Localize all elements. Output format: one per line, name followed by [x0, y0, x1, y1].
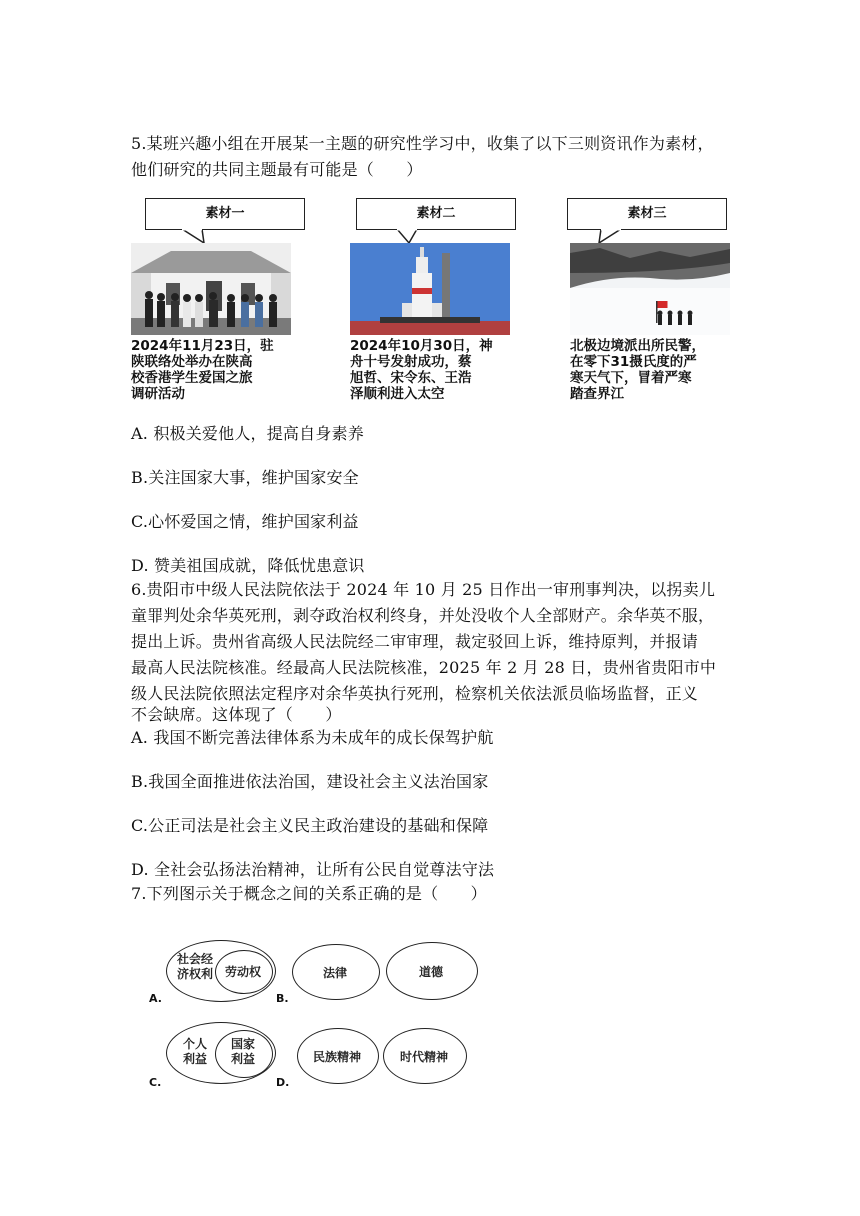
q5-option-a[interactable]: A. 积极关爱他人，提高自身素养: [131, 424, 364, 443]
diagram-b-right-ellipse: [386, 942, 478, 1000]
material-3-label: 素材三: [567, 198, 727, 230]
diagram-b-right-label: 道德: [418, 965, 443, 979]
diagram-a-inner-label: 劳动权: [224, 965, 261, 979]
material-1-label: 素材一: [145, 198, 305, 230]
diagram-d-left-ellipse: [297, 1028, 379, 1084]
diagram-a-outer-label: 社会经 济权利: [176, 952, 213, 981]
q5-stem-line2: 他们研究的共同主题最有可能是（ ）: [131, 160, 423, 179]
diagram-d-left-label: 民族精神: [312, 1050, 361, 1064]
q6-option-a[interactable]: A. 我国不断完善法律体系为未成年的成长保驾护航: [131, 728, 494, 747]
diagram-c-outer-label: 个人 利益: [182, 1037, 207, 1066]
material-3-caption: 北极边境派出所民警， 在零下31摄氏度的严 寒天气下，冒着严寒 踏查界江: [570, 338, 705, 402]
diagram-c-inner-ellipse: [215, 1030, 273, 1078]
q5-option-c[interactable]: C.心怀爱国之情，维护国家利益: [131, 512, 359, 531]
q6-option-c[interactable]: C.公正司法是社会主义民主政治建设的基础和保障: [131, 816, 489, 835]
q7-stem: 7.下列图示关于概念之间的关系正确的是（ ）: [131, 884, 487, 903]
material-2-photo: [350, 243, 510, 335]
material-2-caption: 2024年10月30日，神 舟十号发射成功，蔡 旭哲、宋令东、王浩 泽顺利进入太空: [350, 338, 493, 402]
q6-stem-line1: 6.贵阳市中级人民法院依法于 2024 年 10 月 25 日作出一审刑事判决，以拐卖儿: [131, 580, 716, 599]
diagram-a-inner-ellipse: [215, 950, 273, 994]
diagram-c-letter[interactable]: C.: [149, 1076, 162, 1089]
material-1-caption: 2024年11月23日，驻 陕联络处举办在陕高 校香港学生爱国之旅 调研活动: [131, 338, 274, 402]
material-3-photo: [570, 243, 730, 335]
material-2-label: 素材二: [356, 198, 516, 230]
diagram-d-right-label: 时代精神: [399, 1050, 448, 1064]
q6-stem-line3: 提出上诉。贵州省高级人民法院经二审审理，裁定驳回上诉，维持原判，并报请: [131, 632, 699, 651]
q5-option-d[interactable]: D. 赞美祖国成就，降低忧患意识: [131, 556, 365, 575]
diagram-a-letter[interactable]: A.: [149, 992, 162, 1005]
q6-stem-line4: 最高人民法院核准。经最高人民法院核准，2025 年 2 月 28 日，贵州省贵阳市中: [131, 658, 717, 677]
q5-stem-line1: 5.某班兴趣小组在开展某一主题的研究性学习中，收集了以下三则资讯作为素材，: [131, 134, 714, 153]
diagram-d-letter[interactable]: D.: [276, 1076, 290, 1089]
q6-option-b[interactable]: B.我国全面推进依法治国，建设社会主义法治国家: [131, 772, 489, 791]
diagram-d-right-ellipse: [383, 1028, 467, 1084]
q6-option-d[interactable]: D. 全社会弘扬法治精神，让所有公民自觉尊法守法: [131, 860, 495, 879]
diagram-c-inner-label: 国家 利益: [230, 1037, 255, 1066]
q6-stem-line5: 级人民法院依照法定程序对余华英执行死刑，检察机关依法派员临场监督，正义: [131, 684, 699, 703]
q6-stem-line6: 不会缺席。这体现了（ ）: [131, 705, 342, 724]
q5-option-b[interactable]: B.关注国家大事，维护国家安全: [131, 468, 359, 487]
diagram-b-left-ellipse: [292, 944, 380, 1000]
diagram-b-left-label: 法律: [322, 966, 347, 980]
q6-stem-line2: 童罪判处余华英死刑，剥夺政治权利终身，并处没收个人全部财产。余华英不服，: [131, 606, 715, 625]
material-1-photo: [131, 243, 291, 335]
diagram-b-letter[interactable]: B.: [276, 992, 289, 1005]
